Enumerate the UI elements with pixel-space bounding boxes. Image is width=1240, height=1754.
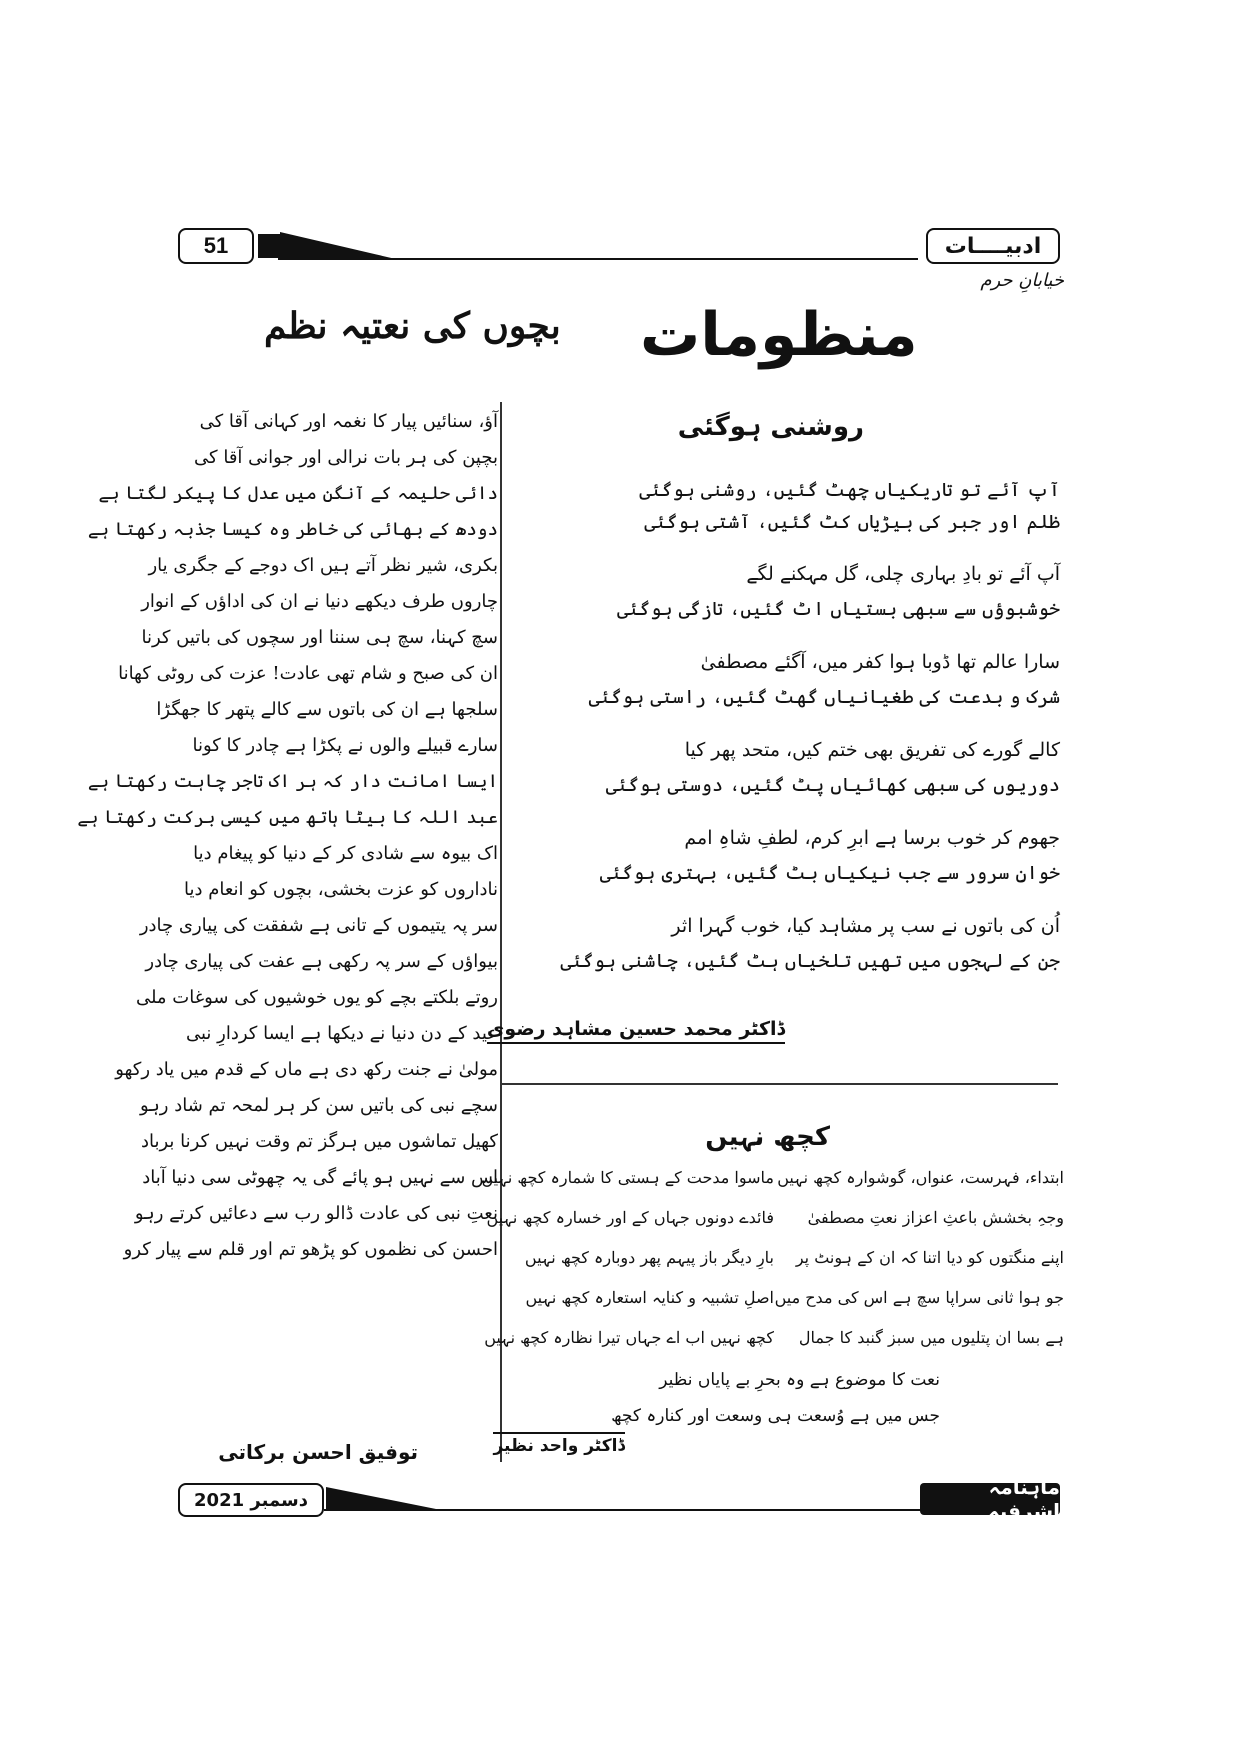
left-verse: ناداروں کو عزت بخشی، بچوں کو انعام دیا: [184, 879, 498, 900]
verse-line: دوریوں کی سبھی کھائیاں پٹ گئیں، دوستی ہوگئی: [605, 774, 1060, 796]
verse-line: خوانِ سرور سے جب نیکیاں بٹ گئیں، بہتری ہوگئی: [599, 862, 1060, 884]
left-verse: بکری، شیر نظر آتے ہیں اک دوجے کے جگری یار: [148, 555, 498, 576]
left-poem-author: توفیق احسن برکاتی: [218, 1440, 418, 1464]
verse-line: آپ آئے تو تاریکیاں چھٹ گئیں، روشنی ہوگئی: [639, 479, 1060, 501]
couplet-first: جو ہوا ثانی سراپا سچ ہے اس کی مدح میں: [774, 1288, 1064, 1307]
footer-rule: [324, 1509, 920, 1511]
footer-bar: [178, 1475, 1060, 1523]
verse-line: سارا عالم تھا ڈوبا ہوا کفر میں، آگئے مصطفیٰ: [700, 651, 1060, 673]
bottom-poem-title: کچھ نہیں: [705, 1122, 830, 1152]
couplet-first: ہے بسا ان پتلیوں میں سبز گنبد کا جمال: [798, 1328, 1064, 1347]
left-verse: بیواؤں کے سر پہ رکھی ہے عفت کی پیاری چادر: [145, 951, 498, 972]
left-verse: چاروں طرف دیکھے دنیا نے ان کی اداؤں کے انوار: [141, 591, 498, 612]
left-verse: احسن کی نظموں کو پڑھو تم اور قلم سے پیار کرو: [123, 1239, 498, 1260]
couplet-first: اپنے منگتوں کو دیا اتنا کہ ان کے ہونٹ پر: [795, 1248, 1064, 1267]
couplet-first: وجہِ بخشش باعثِ اعزاز نعتِ مصطفیٰ: [807, 1208, 1064, 1227]
left-verse: اس سے نہیں ہو پائے گی یہ چھوٹی سی دنیا آباد: [142, 1167, 498, 1188]
section-label: ادبیــــات: [926, 228, 1060, 264]
footer-wedge: [326, 1487, 446, 1511]
left-verse: ایسا امانت دار کہ ہر اک تاجر چاہت رکھتا ہے: [87, 771, 498, 792]
main-title: منظومات: [640, 300, 918, 370]
left-verse: بچپن کی ہر بات نرالی اور جوانی آقا کی: [194, 447, 498, 468]
left-verse: کھیل تماشوں میں ہرگز تم وقت نہیں کرنا برباد: [140, 1131, 498, 1152]
verse-line: کالے گورے کی تفریق بھی ختم کیں، متحد پھر کیا: [684, 739, 1060, 761]
verse-line: اُن کی باتوں نے سب پر مشاہد کیا، خوب گہرا اثر: [671, 915, 1060, 937]
couplet-second: فائدے دونوں جہاں کے اور خسارہ کچھ نہیں: [486, 1208, 774, 1227]
header-ornament-left: [258, 234, 280, 258]
page-number: 51: [178, 228, 254, 264]
left-verse: دائی حلیمہ کے آنگن میں عدل کا پیکر لگتا ہے: [98, 483, 498, 504]
left-verse: سچ کہنا، سچ ہی سننا اور سچوں کی باتیں کرنا: [141, 627, 498, 648]
closing-line: نعت کا موضوع ہے وہ بحرِ بے پایاں نظیر: [659, 1370, 940, 1390]
left-verse: دودھ کے بھائی کی خاطر وہ کیسا جذبہ رکھتا ہے: [87, 519, 498, 540]
left-verse: روتے بلکتے بچے کو یوں خوشیوں کی سوغات ملی: [135, 987, 498, 1008]
issue-date: دسمبر 2021: [178, 1483, 324, 1517]
left-verse: عبد اللہ کا بیٹا ہاتھ میں کیسی برکت رکھتا ہے: [77, 807, 498, 828]
left-verse: مولیٰ نے جنت رکھ دی ہے ماں کے قدم میں یاد رکھو: [115, 1059, 498, 1080]
bottom-poem-author: ڈاکٹر واحد نظیر: [493, 1432, 625, 1456]
left-verse: سر پہ یتیموں کے تانی ہے شفقت کی پیاری چادر: [139, 915, 498, 936]
header-wedge-left: [280, 232, 400, 260]
verse-line: جن کے لہجوں میں تھیں تلخیاں ہٹ گئیں، چاشنی ہوگئی: [560, 950, 1060, 972]
category-label: خیابانِ حرم: [980, 270, 1064, 291]
left-poem-title: بچوں کی نعتیہ نظم: [264, 305, 561, 347]
left-verse: ان کی صبح و شام تھی عادت! عزت کی روٹی کھانا: [118, 663, 498, 684]
header-rule: [278, 258, 918, 260]
couplet-second: اصلِ تشبیہ و کنایہ استعارہ کچھ نہیں: [525, 1288, 774, 1307]
couplet-second: ماسوا مدحت کے ہستی کا شمارہ کچھ نہیں: [481, 1168, 774, 1187]
verse-line: جھوم کر خوب برسا ہے ابرِ کرم، لطفِ شاہِ امم: [684, 827, 1060, 849]
verse-line: خوشبوؤں سے سبھی بستیاں اٹ گئیں، تازگی ہوگئی: [616, 598, 1060, 620]
left-verse: آؤ، سنائیں پیار کا نغمہ اور کہانی آقا کی: [199, 411, 498, 432]
left-verse: سلجھا ہے ان کی باتوں سے کالے پتھر کا جھگڑا: [156, 699, 498, 720]
left-verse: اک بیوہ سے شادی کر کے دنیا کو پیغام دیا: [193, 843, 498, 864]
left-verse: سارے قبیلے والوں نے پکڑا ہے چادر کا کونا: [192, 735, 498, 756]
verse-line: ظلم اور جبر کی بیڑیاں کٹ گئیں، آشتی ہوگئی: [644, 511, 1060, 533]
left-verse: سچے نبی کی باتیں سن کر ہر لمحہ تم شاد رہو: [139, 1095, 498, 1116]
column-divider: [500, 402, 502, 1462]
couplet-first: ابتداء، فہرست، عنواں، گوشوارہ کچھ نہیں: [777, 1168, 1064, 1187]
couplet-second: بارِ دیگر باز پیہم پھر دوبارہ کچھ نہیں: [524, 1248, 774, 1267]
closing-line: جس میں ہے وُسعت ہی وسعت اور کنارہ کچھ: [611, 1406, 940, 1426]
right-poem-author: ڈاکٹر محمد حسین مشاہد رضوی: [487, 1018, 785, 1044]
header-bar: [178, 228, 1060, 264]
verse-line: آپ آئے تو بادِ بہاری چلی، گل مہکنے لگے: [746, 563, 1060, 585]
couplet-second: کچھ نہیں اب اے جہاں تیرا نظارہ کچھ نہیں: [484, 1328, 774, 1347]
left-verse: عید کے دن دنیا نے دیکھا ہے ایسا کردارِ نبی: [185, 1023, 498, 1044]
magazine-name: ماہنامہ اشرفیہ: [920, 1483, 1060, 1515]
section-divider: [502, 1083, 1058, 1085]
left-verse: نعتِ نبی کی عادت ڈالو رب سے دعائیں کرتے رہو: [134, 1203, 498, 1224]
verse-line: شرک و بدعت کی طغیانیاں گھٹ گئیں، راستی ہوگئی: [588, 686, 1060, 708]
right-poem-title: روشنی ہوگئی: [677, 412, 864, 442]
